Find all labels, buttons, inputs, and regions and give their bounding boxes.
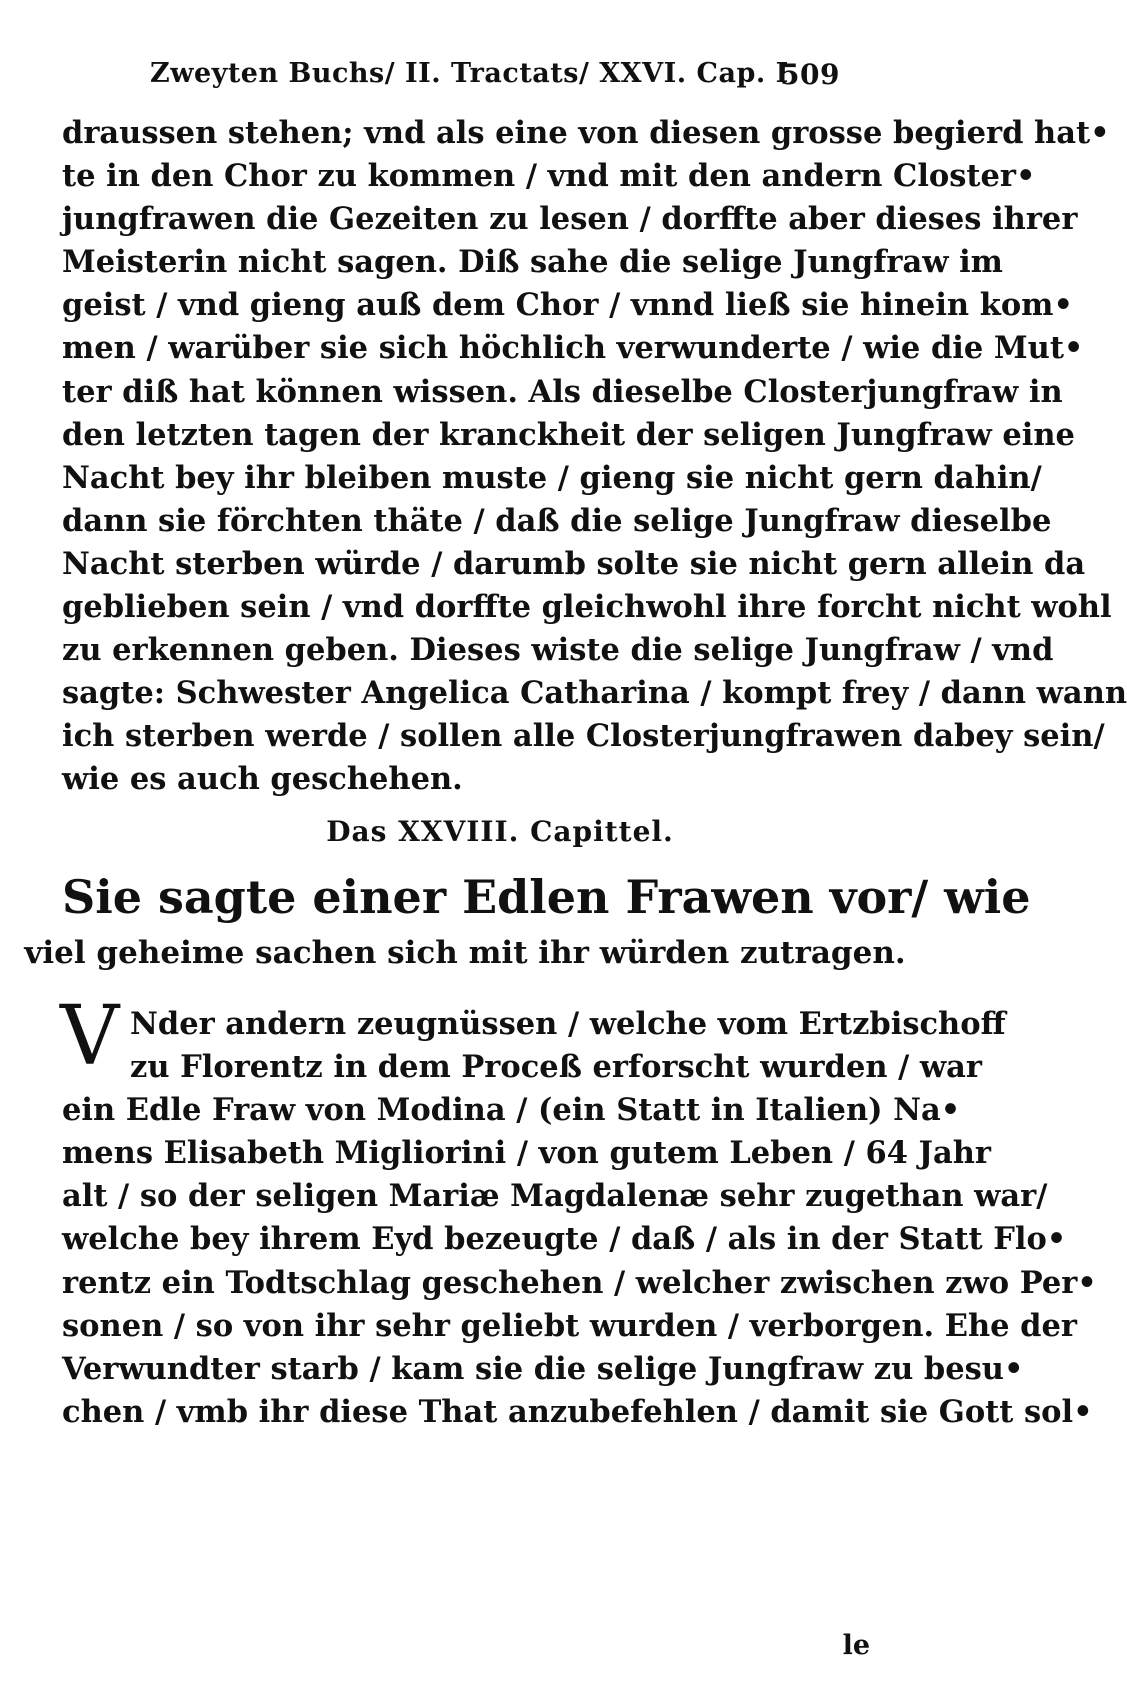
paragraph-1 <box>62 112 1127 802</box>
text-line: alt / so der seligen Mariæ Magdalenæ sehr zugethan war/ <box>62 1178 1048 1215</box>
running-head-title: Zweyten Buchs/ II. Tractats/ XXVI. Cap. I <box>150 58 789 89</box>
text-line: sagte: Schwester Angelica Catharina / kompt frey / dann wann <box>62 675 1127 712</box>
text-line: jungfrawen die Gezeiten zu lesen / dorffte aber dieses ihrer <box>62 201 1078 238</box>
text-line: den letzten tagen der kranckheit der seligen Jungfraw eine <box>62 416 1075 453</box>
text-line: zu Florentz in dem Proceß erforscht wurden / war <box>130 1049 982 1086</box>
text-line: men / warüber sie sich höchlich verwunderte / wie die Mut• <box>62 330 1084 367</box>
text-line: ich sterben werde / sollen alle Closterjungfrawen dabey sein/ <box>62 718 1105 755</box>
text-line: chen / vmb ihr diese That anzubefehlen / damit sie Gott sol• <box>62 1393 1093 1430</box>
catchword: le <box>842 1630 870 1661</box>
text-line: Nacht sterben würde / darumb solte sie nicht gern allein da <box>62 545 1086 582</box>
drop-cap-initial: V <box>60 989 120 1084</box>
text-line: draussen stehen; vnd als eine von diesen grosse begierd hat• <box>62 115 1110 151</box>
text-line: rentz ein Todtschlag geschehen / welcher zwischen zwo Per• <box>62 1264 1097 1301</box>
text-line: wie es auch geschehen. <box>62 761 463 798</box>
text-line: geist / vnd gieng auß dem Chor / vnnd ließ sie hinein kom• <box>62 287 1073 324</box>
text-line: Meisterin nicht sagen. Diß sahe die selige Jungfraw im <box>62 244 1003 281</box>
text-line: Nacht bey ihr bleiben muste / gieng sie nicht gern dahin/ <box>62 459 1042 496</box>
chapter-title-line-2: viel geheime sachen sich mit ihr würden zutragen. <box>24 935 906 971</box>
text-line: zu erkennen geben. Dieses wiste die selige Jungfraw / vnd <box>62 632 1054 669</box>
paragraph-2 <box>62 1003 1097 1434</box>
text-line: geblieben sein / vnd dorffte gleichwohl ihre forcht nicht wohl <box>62 589 1112 626</box>
text-line: Nder andern zeugnüssen / welche vom Ertzbischoff <box>130 1006 1006 1042</box>
text-line: Verwundter starb / kam sie die selige Jungfraw zu besu• <box>62 1350 1024 1387</box>
text-line: dann sie förchten thäte / daß die selige Jungfraw dieselbe <box>62 502 1052 539</box>
text-line: welche bey ihrem Eyd bezeugte / daß / als in der Statt Flo• <box>62 1221 1067 1258</box>
chapter-title-line-1: Sie sagte einer Edlen Frawen vor/ wie <box>62 870 1031 924</box>
text-line: mens Elisabeth Migliorini / von gutem Leben / 64 Jahr <box>62 1135 991 1172</box>
text-line: sonen / so von ihr sehr geliebt wurden / verborgen. Ehe der <box>62 1307 1077 1344</box>
text-line: ter diß hat können wissen. Als dieselbe Closterjungfraw in <box>62 373 1063 410</box>
text-line: te in den Chor zu kommen / vnd mit den andern Closter• <box>62 158 1036 195</box>
text-line: ein Edle Fraw von Modina / (ein Statt in Italien) Na• <box>62 1092 961 1129</box>
chapter-heading: Das XXVIII. Capittel. <box>326 815 674 848</box>
running-head <box>150 58 840 98</box>
page-number: 509 <box>780 58 840 91</box>
